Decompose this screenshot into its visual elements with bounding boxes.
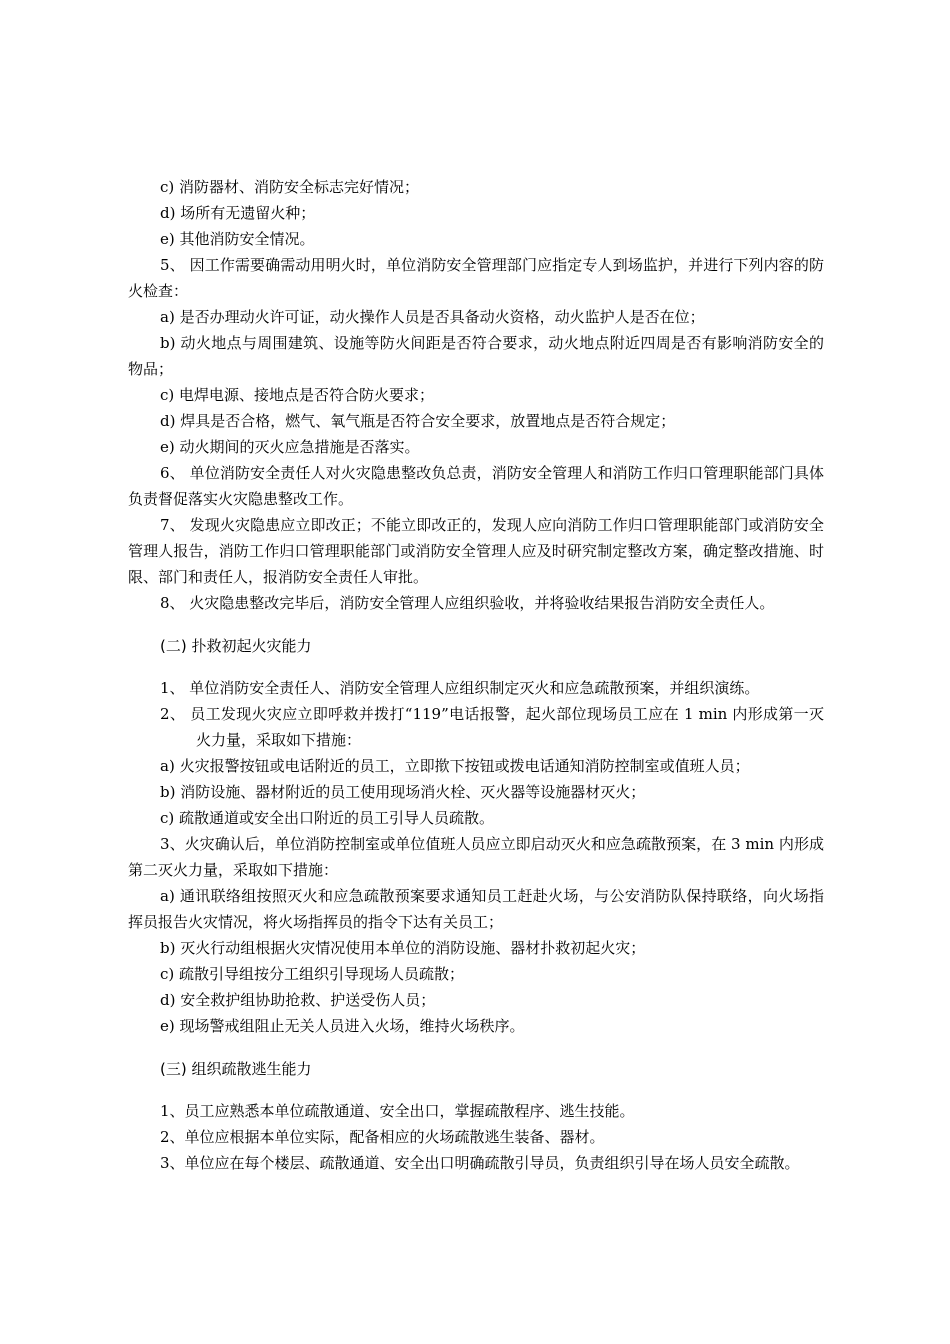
paragraph: 6、 单位消防安全责任人对火灾隐患整改负总责，消防安全管理人和消防工作归口管理职能部门具体负责督促落实火灾隐患整改工作。 <box>128 464 824 508</box>
section-heading: (三) 组织疏散逃生能力 <box>160 1060 312 1078</box>
paragraph: 2、 员工发现火灾应立即呼救并拨打“119”电话报警，起火部位现场员工应在 1 min 内形成第一灭火力量，采取如下措施： <box>160 705 824 749</box>
paragraph: e) 现场警戒组阻止无关人员进入火场，维持火场秩序。 <box>160 1017 525 1035</box>
paragraph: b) 灭火行动组根据火灾情况使用本单位的消防设施、器材扑救初起火灾； <box>160 939 646 957</box>
paragraph: e) 动火期间的灭火应急措施是否落实。 <box>160 438 420 456</box>
paragraph: d) 安全救护组协助抢救、护送受伤人员； <box>160 991 436 1009</box>
paragraph: b) 消防设施、器材附近的员工使用现场消火栓、灭火器等设施器材灭火； <box>160 783 646 801</box>
paragraph: 3、单位应在每个楼层、疏散通道、安全出口明确疏散引导员，负责组织引导在场人员安全疏散。 <box>160 1154 800 1172</box>
paragraph: c) 疏散通道或安全出口附近的员工引导人员疏散。 <box>160 809 495 827</box>
paragraph: a) 是否办理动火许可证，动火操作人员是否具备动火资格，动火监护人是否在位； <box>160 308 705 326</box>
paragraph: 1、 单位消防安全责任人、消防安全管理人应组织制定灭火和应急疏散预案，并组织演练。 <box>160 679 760 697</box>
paragraph: a) 通讯联络组按照灭火和应急疏散预案要求通知员工赶赴火场，与公安消防队保持联络，向火场指挥员报告火灾情况，将火场指挥员的指令下达有关员工； <box>128 887 824 931</box>
paragraph: 2、单位应根据本单位实际，配备相应的火场疏散逃生装备、器材。 <box>160 1128 605 1146</box>
paragraph: e) 其他消防安全情况。 <box>160 230 315 248</box>
paragraph: 5、 因工作需要确需动用明火时，单位消防安全管理部门应指定专人到场监护，并进行下列内容的防火检查： <box>128 256 824 300</box>
paragraph: a) 火灾报警按钮或电话附近的员工，立即揿下按钮或拨电话通知消防控制室或值班人员； <box>160 757 750 775</box>
document-body <box>128 174 824 1176</box>
paragraph: c) 消防器材、消防安全标志完好情况； <box>160 178 420 196</box>
paragraph: c) 疏散引导组按分工组织引导现场人员疏散； <box>160 965 465 983</box>
paragraph: b) 动火地点与周围建筑、设施等防火间距是否符合要求，动火地点附近四周是否有影响消防安全的物品； <box>128 334 824 378</box>
paragraph: 1、员工应熟悉本单位疏散通道、安全出口，掌握疏散程序、逃生技能。 <box>160 1102 635 1120</box>
paragraph: 8、 火灾隐患整改完毕后，消防安全管理人应组织验收，并将验收结果报告消防安全责任人。 <box>160 594 775 612</box>
paragraph: 7、 发现火灾隐患应立即改正；不能立即改正的，发现人应向消防工作归口管理职能部门或消防安全管理人报告，消防工作归口管理职能部门或消防安全管理人应及时研究制定整改方案，确定整改措施、时限、部门和责任人，报消防安全责任人审批。 <box>128 516 824 586</box>
paragraph: d) 焊具是否合格，燃气、氧气瓶是否符合安全要求，放置地点是否符合规定； <box>160 412 676 430</box>
paragraph: 3、火灾确认后，单位消防控制室或单位值班人员应立即启动灭火和应急疏散预案，在 3 min 内形成第二灭火力量，采取如下措施： <box>128 835 824 879</box>
paragraph: c) 电焊电源、接地点是否符合防火要求； <box>160 386 435 404</box>
paragraph: d) 场所有无遗留火种； <box>160 204 316 222</box>
section-heading: (二) 扑救初起火灾能力 <box>160 637 312 655</box>
